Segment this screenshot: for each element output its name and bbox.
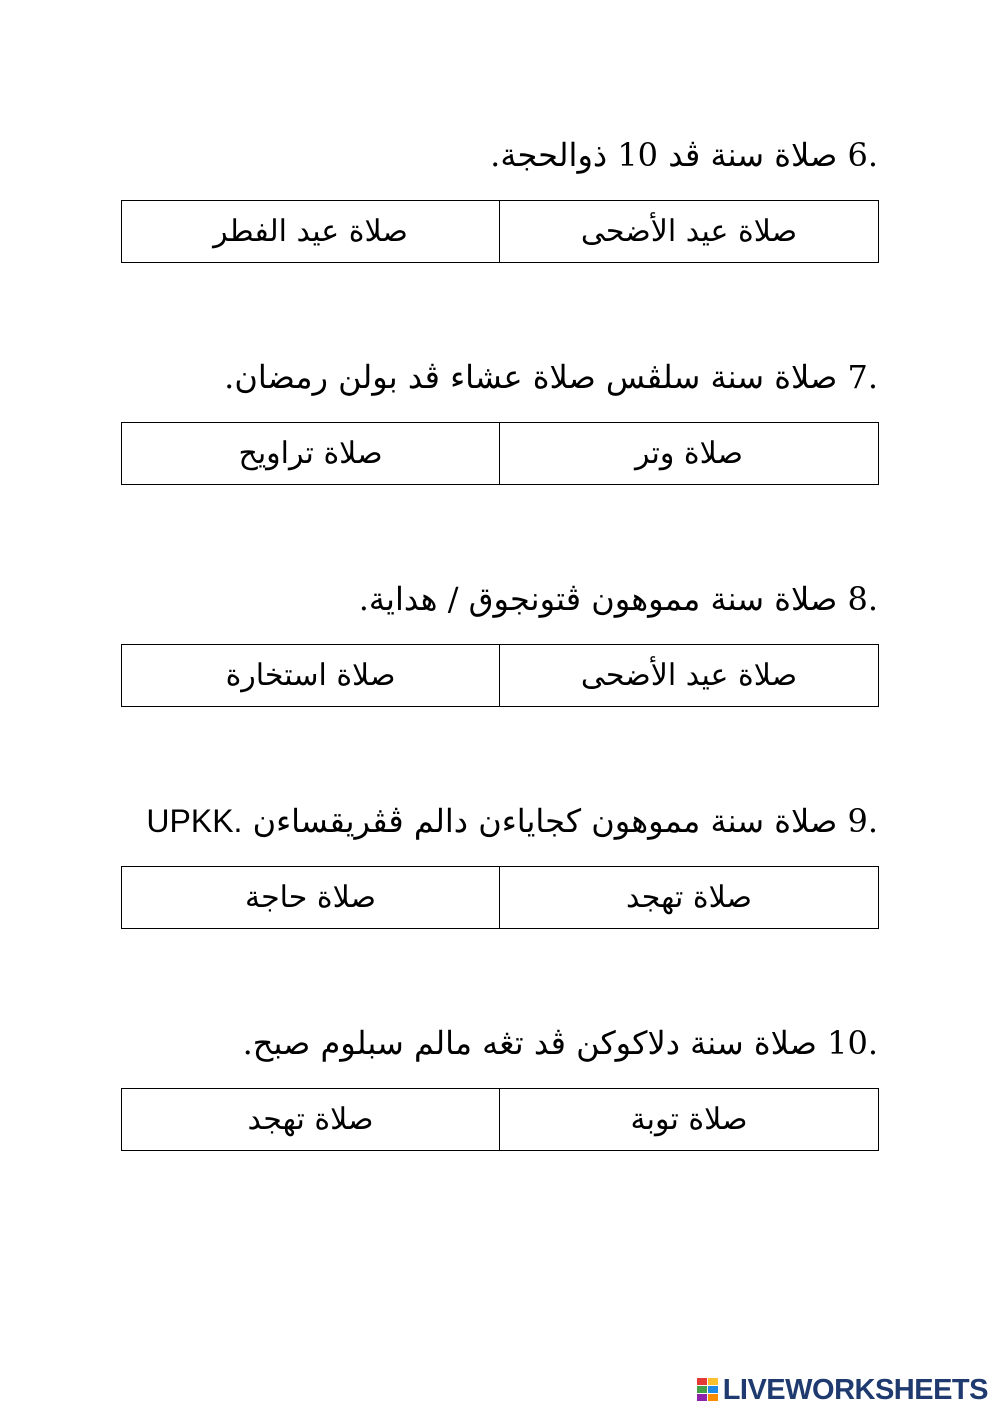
option-right[interactable]: صلاة توبة (630, 1102, 748, 1137)
question-text: صلاة سنة مموهون ڤتونجوق / هداية. (358, 580, 838, 618)
question-6 (118, 133, 878, 177)
answer-options-9 (121, 866, 879, 929)
answer-options-8 (121, 644, 879, 707)
question-text: صلاة سنة مموهون كجاياءن دالم ڤڤريقساءن (252, 802, 838, 840)
question-text: صلاة سنة دلاكوكن ڤد تڠه مالم سبلوم صبح. (242, 1024, 817, 1062)
option-left[interactable]: صلاة استخارة (122, 645, 500, 706)
option-right[interactable]: صلاة وتر (634, 436, 744, 471)
liveworksheets-logo (697, 1374, 988, 1406)
answer-options-10 (121, 1088, 879, 1151)
option-left[interactable]: صلاة تهجد (122, 1089, 500, 1150)
question-7 (118, 355, 878, 399)
question-text: صلاة سنة سلڤس صلاة عشاء ڤد بولن رمضان. (224, 358, 838, 396)
question-number: 6. (847, 136, 878, 174)
option-right[interactable]: صلاة تهجد (626, 880, 752, 915)
question-9 (118, 799, 878, 843)
answer-options-6 (121, 200, 879, 263)
option-left[interactable]: صلاة حاجة (122, 867, 500, 928)
option-right[interactable]: صلاة عيد الأضحى (580, 214, 798, 249)
question-10 (118, 1021, 878, 1065)
option-left[interactable]: صلاة عيد الفطر (122, 201, 500, 262)
question-number: 7. (847, 358, 878, 396)
answer-options-7 (121, 422, 879, 485)
option-left[interactable]: صلاة تراويح (122, 423, 500, 484)
question-number: 9. (847, 802, 878, 840)
question-number: 8. (847, 580, 878, 618)
option-right[interactable]: صلاة عيد الأضحى (580, 658, 798, 693)
question-number: 10. (827, 1024, 878, 1062)
question-8 (118, 577, 878, 621)
worksheet-blocks-icon (697, 1378, 719, 1402)
brand-name: LIVEWORKSHEETS (722, 1373, 988, 1406)
question-text: صلاة سنة ڤد 10 ذوالحجة. (490, 136, 838, 174)
question-text-latin: UPKK. (146, 803, 243, 839)
